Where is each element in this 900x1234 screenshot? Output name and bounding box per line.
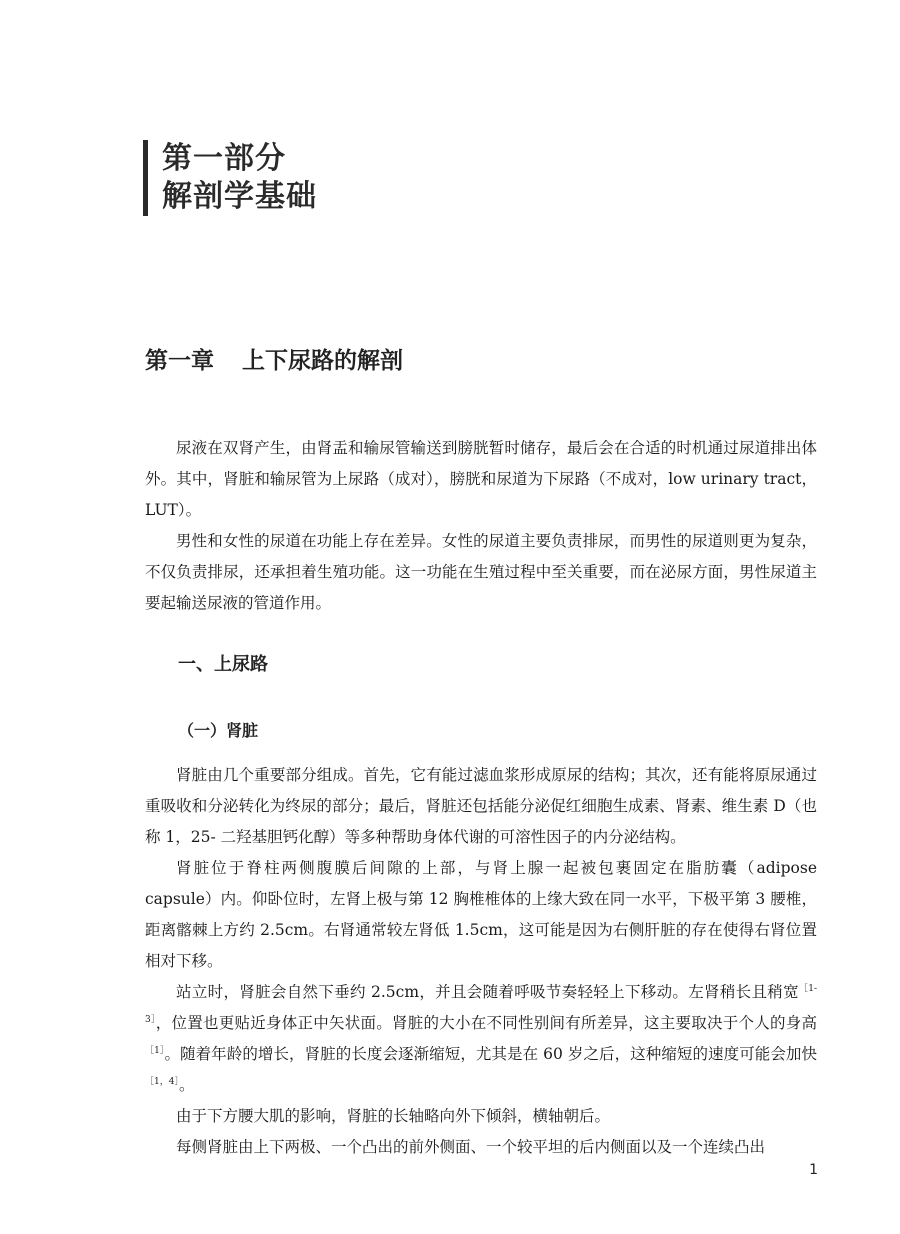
citation: ［1］ bbox=[145, 1045, 165, 1056]
text-run: ，位置也更贴近身体正中矢状面。肾脏的大小在不同性别间有所差异，这主要取决于个人的身高 bbox=[155, 1014, 817, 1032]
kidney-text bbox=[145, 760, 817, 1163]
kidney-paragraph-2: 肾脏位于脊柱两侧腹膜后间隙的上部，与肾上腺一起被包裹固定在脂肪囊（adipose capsule）内。仰卧位时，左肾上极与第 12 胸椎椎体的上缘大致在同一水平，下极平第 3 腰椎，距离髂棘上方约 2.5cm。右肾通常较左肾低 1.5cm，这可能是因为右侧肝脏的存在使得右肾位置相对下移。 bbox=[145, 859, 817, 970]
text-run: 站立时，肾脏会自然下垂约 2.5cm，并且会随着呼吸节奏轻轻上下移动。左肾稍长且稍宽 bbox=[176, 983, 799, 1001]
subsection-heading-kidney: （一）肾脏 bbox=[178, 721, 259, 740]
part-title: 解剖学基础 bbox=[162, 179, 317, 214]
part-header bbox=[143, 140, 317, 216]
kidney-paragraph-1: 肾脏由几个重要部分组成。首先，它有能过滤血浆形成原尿的结构；其次，还有能将原尿通过重吸收和分泌转化为终尿的部分；最后，肾脏还包括能分泌促红细胞生成素、肾素、维生素 D（也称 1，25- 二羟基胆钙化醇）等多种帮助身体代谢的可溶性因子的内分泌结构。 bbox=[145, 766, 817, 846]
intro-paragraph-2: 男性和女性的尿道在功能上存在差异。女性的尿道主要负责排尿，而男性的尿道则更为复杂，不仅负责排尿，还承担着生殖功能。这一功能在生殖过程中至关重要，而在泌尿方面，男性尿道主要起输送尿液的管道作用。 bbox=[145, 532, 817, 612]
chapter-number: 第一章 bbox=[145, 348, 214, 374]
citation: ［1，4］ bbox=[145, 1076, 179, 1087]
section-heading-upper-urinary-tract: 一、上尿路 bbox=[178, 654, 268, 675]
page-number: 1 bbox=[809, 1162, 818, 1178]
text-run: 。 bbox=[178, 1076, 195, 1094]
chapter-name: 上下尿路的解剖 bbox=[242, 348, 403, 374]
kidney-paragraph-5: 每侧肾脏由上下两极、一个凸出的前外侧面、一个较平坦的后内侧面以及一个连续凸出 bbox=[176, 1138, 766, 1156]
part-number: 第一部分 bbox=[162, 141, 286, 176]
chapter-title bbox=[145, 342, 403, 375]
kidney-paragraph-4: 由于下方腰大肌的影响，肾脏的长轴略向外下倾斜，横轴朝后。 bbox=[176, 1107, 611, 1125]
text-run: 。随着年龄的增长，肾脏的长度会逐渐缩短，尤其是在 60 岁之后，这种缩短的速度可能会加快 bbox=[164, 1045, 817, 1063]
kidney-paragraph-3 bbox=[145, 977, 817, 1101]
intro-text bbox=[145, 433, 817, 619]
citation: ［1-3］ bbox=[145, 983, 817, 1025]
intro-paragraph-1: 尿液在双肾产生，由肾盂和输尿管输送到膀胱暂时储存，最后会在合适的时机通过尿道排出体外。其中，肾脏和输尿管为上尿路（成对），膀胱和尿道为下尿路（不成对，low urinary tract，LUT）。 bbox=[145, 439, 817, 519]
